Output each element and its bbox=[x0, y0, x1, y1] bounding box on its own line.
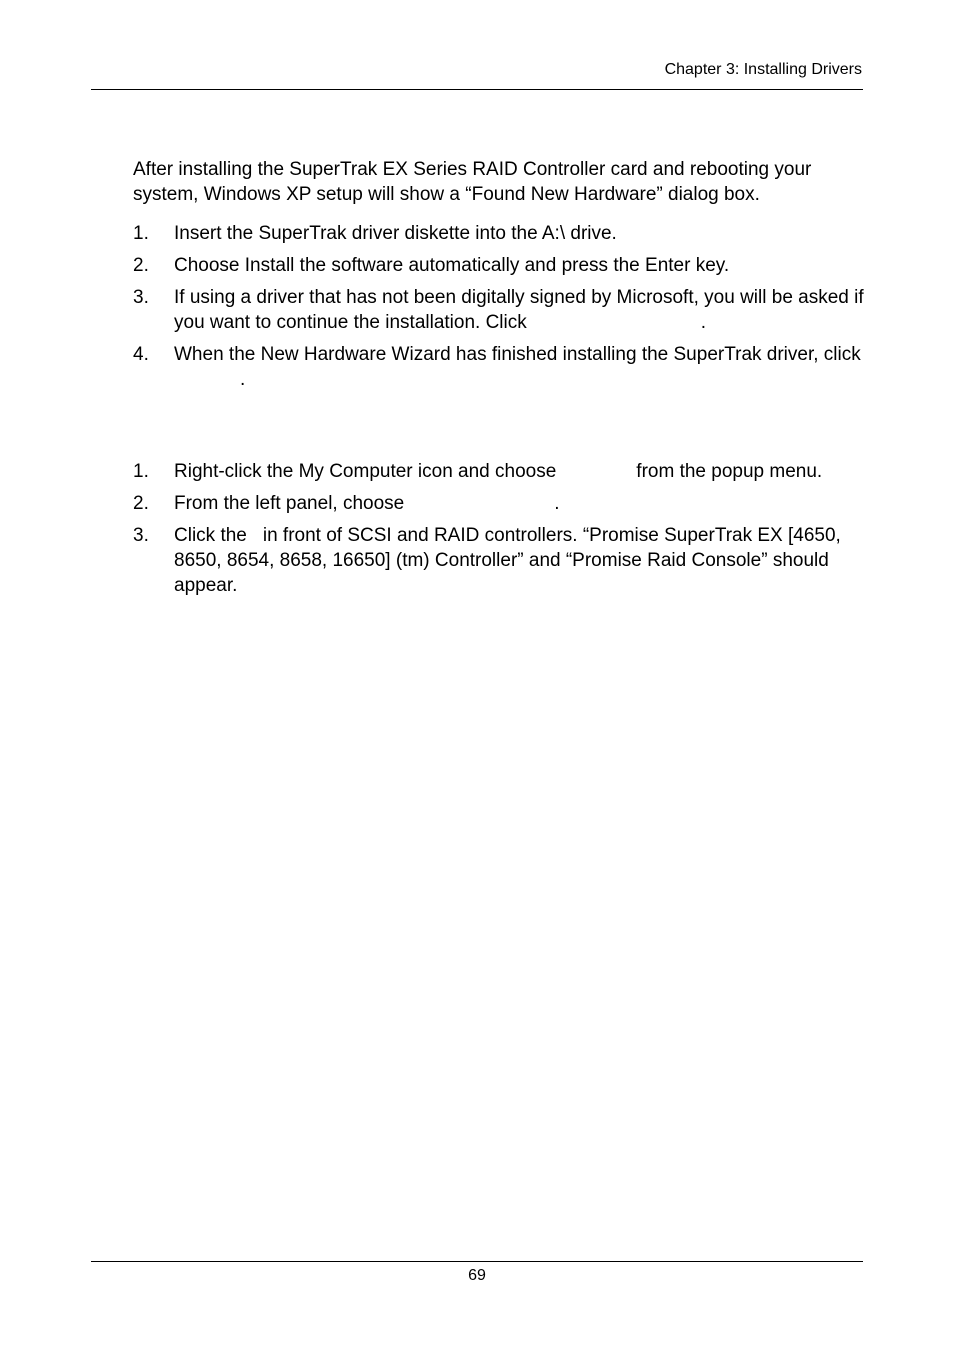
step-number: 4. bbox=[133, 344, 149, 365]
step-text: Insert the SuperTrak driver diskette into the A:\ drive. bbox=[174, 223, 617, 244]
step-text-end: . bbox=[554, 493, 560, 514]
step-text: If using a driver that has not been digitally signed by Microsoft, you will be asked if you want to continue the installation. Click bbox=[174, 287, 864, 333]
chapter-header: Chapter 3: Installing Drivers bbox=[664, 61, 862, 78]
intro-paragraph: After installing the SuperTrak EX Series RAID Controller card and rebooting your system, Windows XP setup will show a “Found New Hardware” dialog box. bbox=[133, 159, 812, 205]
list-item bbox=[133, 253, 868, 278]
list-item bbox=[133, 491, 868, 516]
install-steps-list bbox=[133, 221, 868, 399]
step-text-end: in front of SCSI and RAID controllers. “Promise SuperTrak EX [4650, 8650, 8654, 8658, 16650] (tm) Controller” and “Promise Raid Console” should appear. bbox=[174, 525, 841, 596]
list-item bbox=[133, 221, 868, 246]
step-number: 1. bbox=[133, 223, 149, 244]
step-number: 2. bbox=[133, 255, 149, 276]
step-text: Click the bbox=[174, 525, 247, 546]
list-item bbox=[133, 523, 868, 598]
step-text: When the New Hardware Wizard has finished installing the SuperTrak driver, click bbox=[174, 344, 861, 365]
step-text-end: from the popup menu. bbox=[636, 461, 823, 482]
step-number: 1. bbox=[133, 461, 149, 482]
list-item bbox=[133, 342, 868, 392]
step-text-end: . bbox=[240, 369, 246, 390]
header-rule bbox=[91, 89, 863, 90]
confirm-steps-list bbox=[133, 459, 868, 605]
footer-rule bbox=[91, 1261, 863, 1262]
step-number: 3. bbox=[133, 287, 149, 308]
list-item bbox=[133, 459, 868, 484]
list-item bbox=[133, 285, 868, 335]
step-text: From the left panel, choose bbox=[174, 493, 405, 514]
step-text: Right-click the My Computer icon and choose bbox=[174, 461, 557, 482]
step-number: 3. bbox=[133, 525, 149, 546]
step-number: 2. bbox=[133, 493, 149, 514]
step-text-end: . bbox=[700, 312, 707, 333]
step-text: Choose Install the software automatically and press the Enter key. bbox=[174, 255, 730, 276]
page-number: 69 bbox=[468, 1267, 486, 1284]
